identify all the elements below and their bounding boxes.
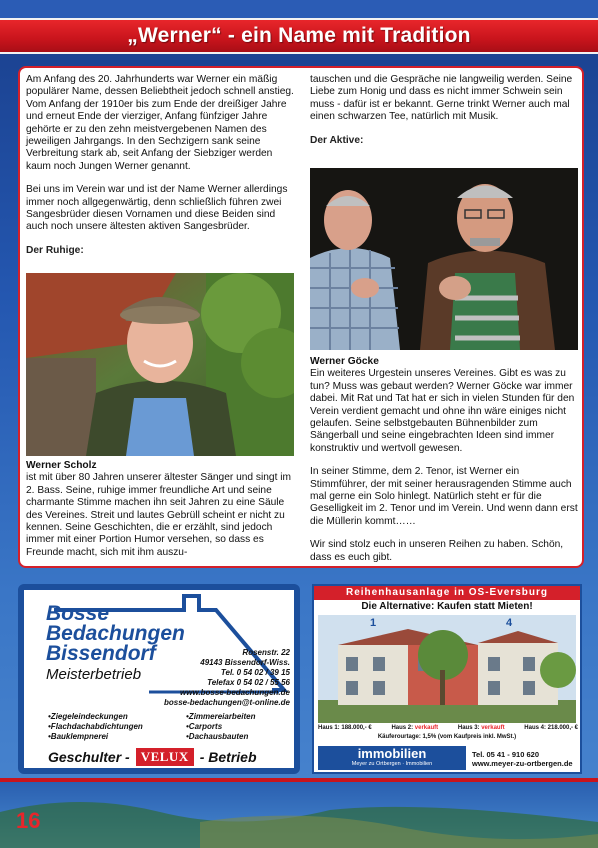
top-strip [0, 0, 598, 18]
bosse-contact [154, 648, 294, 708]
person-text-goecke: Ein weiteres Urgestein unseres Vereines. Gibt es was zu tun? Muss was gebaut werden? Werner Göcke war immer dabei. Mit Rat und Tat hat er sich in vielen Stunden für den Verein verdient gemacht und ohne ihn wäre einiges nicht gelaufen. Seine selbstgebauten Bühnenbilder zum Sängerball und seine eingebrachten Ideen sind immer konstruktiv und wertvoll gewesen. [310, 368, 575, 454]
immo-header: Reihenhausanlage in OS-Eversburg [314, 586, 580, 600]
page-number: 16 [16, 808, 41, 833]
photo-werner-goecke-image [310, 168, 578, 350]
house-label-1: 1 [370, 617, 377, 629]
service-item: •Dachausbauten [186, 732, 249, 741]
photo-werner-goecke [310, 168, 578, 350]
service-item: •Ziegeleindeckungen [48, 712, 128, 721]
service-item: •Carports [186, 722, 223, 731]
earth-landmass-image [0, 782, 598, 848]
earth-background [0, 782, 598, 848]
velux-footer-right: - Betrieb [199, 749, 257, 765]
immo-logo-sub: Meyer zu Ortbergen · Immobilien [351, 761, 433, 767]
closing-paragraph: Wir sind stolz euch in unseren Reihen zu haben. Schön, dass es euch gibt. [310, 539, 564, 563]
bosse-logo-line2: Bedachungen [46, 622, 185, 645]
service-item: •Zimmereiarbeiten [186, 712, 256, 721]
immo-logo-text: immobilien [357, 746, 427, 761]
section-label-ruhige: Der Ruhige: [26, 244, 84, 256]
article-box [18, 66, 584, 568]
person-text-scholz: ist mit über 80 Jahren unserer ältester Sänger und singt im 2. Bass. Seine, ruhige immer freundliche Art und seine charmante Stimme machen ihn seit Jahren zu eine Säule des Vereines. Streit und lautes Gebrüll scheint er nicht zu kennen. Seine Geschichten, die er erzählt, sind jedoch immer mit einer Portion Humor versehen, so dass es Freunde macht, sich mit ihm auszu- [26, 472, 292, 558]
price-item: Haus 2: verkauft [391, 725, 439, 731]
bosse-subtitle: Meisterbetrieb [46, 666, 142, 683]
right-column [310, 74, 578, 149]
immo-logo [318, 746, 466, 770]
price-item: Haus 4: 218.000,- € [524, 725, 578, 731]
immo-commission: Käuferourtage: 1,5% (vom Kaufpreis inkl. MwSt.) [377, 734, 517, 740]
section-label-aktive: Der Aktive: [310, 134, 364, 146]
bosse-logo-line3: Bissendorf [46, 642, 156, 665]
bosse-email[interactable]: bosse-bedachungen@t-online.de [163, 698, 290, 707]
second-paragraph: Bei uns im Verein war und ist der Name Werner allerdings immer noch allgegenwärtig, denn schließlich führen zwei Sangesbrüder diesen Vornamen und diese Beiden sind auch noch unsere ältesten aktiven Sangesbrüder. [26, 184, 288, 233]
goecke-paragraph-voice: In seiner Stimme, dem 2. Tenor, ist Werner ein Stimmführer, der mit seiner herausragenden Stimme auch mal gerne ein Solo hinlegt. Natürlich steht er für die Geselligkeit im 2. Tenor und im Verein. Und wenn dann erst die Müllerin kommt…… [310, 466, 578, 527]
house-photo-image [318, 615, 576, 723]
price-item: Haus 1: 188.000,- € [318, 725, 372, 731]
velux-footer [48, 748, 257, 766]
left-column [26, 74, 294, 259]
bosse-logo-line1: Bosse [46, 602, 110, 625]
service-item: •Bauklempnerei [48, 732, 109, 741]
bosse-web[interactable]: www.bosse-bedachungen.de [180, 688, 290, 697]
velux-footer-left: Geschulter - [48, 749, 130, 765]
page-title: „Werner“ - ein Name mit Tradition [127, 24, 471, 47]
price-item: Haus 3: verkauft [457, 725, 505, 731]
ad-bosse-bedachungen [18, 584, 300, 774]
immo-web[interactable]: www.meyer-zu-ortbergen.de [472, 759, 573, 768]
immo-contact [472, 750, 573, 768]
service-item: •Flachdachabdichtungen [48, 722, 143, 731]
goecke-text [310, 356, 578, 564]
bosse-services-right [186, 712, 256, 742]
immo-house-photo [318, 615, 576, 723]
immo-prices [318, 725, 578, 731]
person-name-goecke: Werner Göcke [310, 356, 379, 367]
title-bar [0, 18, 598, 54]
person-name-scholz: Werner Scholz [26, 460, 97, 471]
photo-werner-scholz-image [26, 273, 294, 456]
immo-subheader: Die Alternative: Kaufen statt Mieten! [361, 601, 533, 612]
bosse-address: Rosenstr. 22 [242, 648, 290, 657]
bosse-fax: Telefax 0 54 02 / 55 56 [207, 678, 290, 687]
immo-tel: Tel. 05 41 - 910 620 [472, 750, 539, 759]
right-intro-paragraph: tauschen und die Gespräche nie langweilig werden. Seine Liebe zum Honig und dass es nicht immer Schwein sein muss - dafür ist er bekannt. Gerne trinkt Werner auch mal einen schwarzen Tee, natürlich mit Musik. [310, 74, 573, 123]
velux-logo: VELUX [136, 748, 194, 766]
bosse-city: 49143 Bissendorf-Wiss. [200, 658, 290, 667]
intro-paragraph: Am Anfang des 20. Jahrhunderts war Werner ein mäßig populärer Name, dessen Beliebtheit jedoch schnell anstieg. Vom Anfang der 1910er bis zum Ende der dreißiger Jahre und erneut Ende der vierziger, Anfang fünfziger Jahre gehörte er zu den zehn meistvergebenen Namen des jeweiligen Jahrgangs. In den Sechzigern sank seine Verbreitung stark ab, seit Anfang der Siebziger werden kaum noch Jungen Werner genannt. [26, 74, 294, 172]
scholz-text [26, 460, 294, 559]
bosse-services-left [48, 712, 143, 742]
house-label-4: 4 [506, 617, 513, 629]
photo-werner-scholz [26, 273, 294, 456]
bosse-tel: Tel. 0 54 02 / 39 15 [220, 668, 290, 677]
ad-immobilien [312, 584, 582, 774]
